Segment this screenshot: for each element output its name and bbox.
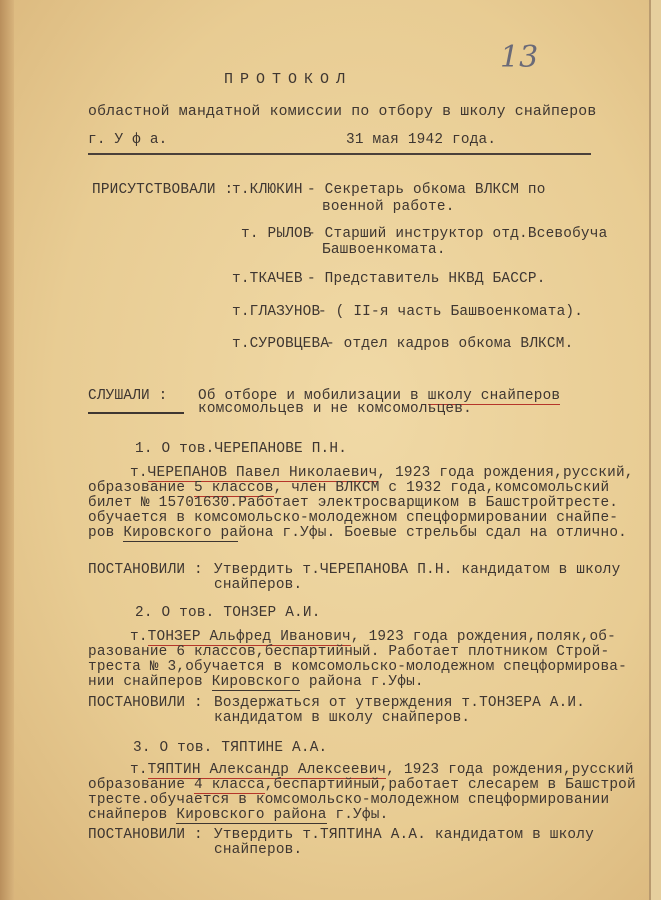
heard-text-part: Об отборе и мобилизации в: [198, 388, 428, 404]
underlined-text: 4 класса: [194, 777, 265, 793]
heard-text: комсомольцев и не комсомольцев.: [198, 401, 472, 417]
candidate-text: [88, 675, 424, 690]
document-title: ПРОТОКОЛ: [224, 71, 353, 88]
underlined-text: 5 классов: [194, 480, 274, 496]
decision-text: снайперов.: [214, 577, 303, 593]
underlined-text: ТЯПТИН Александр Алексеевич: [147, 762, 387, 778]
text: , 1923 года рождения,русский: [386, 762, 634, 778]
decision-text: кандидатом в школу снайперов.: [214, 710, 471, 726]
page-number-handwritten: 13: [500, 40, 539, 75]
member-role: - Старший инструктор отд.Всевобуча: [307, 226, 608, 242]
underlined-text: Кировского района: [176, 807, 327, 823]
candidate-text: [130, 630, 616, 645]
text: района г.Уфы.: [300, 674, 424, 690]
candidate-text: [130, 763, 634, 778]
candidate-text: билет № 15701630.Работает электросварщиком в Башстройтресте.: [88, 495, 619, 511]
text: образование: [88, 480, 195, 496]
text: нии снайперов: [88, 674, 212, 690]
member-name: т.ГЛАЗУНОВ: [232, 304, 321, 320]
text: снайперов: [88, 807, 177, 823]
date: 31 мая 1942 года.: [346, 132, 497, 148]
candidate-heading: 1. О тов.ЧЕРЕПАНОВЕ П.Н.: [135, 441, 348, 457]
candidate-text: [88, 481, 609, 496]
text: , 1923 года рождения,русский,: [377, 465, 634, 481]
candidate-text: разование 6 классов,беспартийный. Работает плотником Строй-: [88, 644, 610, 660]
present-label: ПРИСУТСТВОВАЛИ :: [92, 182, 234, 198]
text: т.: [130, 465, 148, 481]
member-name: т.КЛЮКИН: [232, 182, 303, 198]
candidate-text: [88, 526, 627, 541]
candidate-heading: 3. О тов. ТЯПТИНЕ А.А.: [133, 740, 328, 756]
member-role: - Секретарь обкома ВЛКСМ по: [307, 182, 546, 198]
candidate-heading: 2. О тов. ТОНЗЕР А.И.: [135, 605, 321, 621]
header-rule: [88, 153, 591, 155]
underlined-text: Кировского: [211, 674, 301, 690]
underlined-text: школу снайперов: [427, 388, 561, 404]
page-binding: [0, 0, 14, 900]
next-page-edge: [651, 0, 661, 900]
underlined-text: Кировского ра: [123, 525, 239, 541]
member-role: - Представитель НКВД БАССР.: [307, 271, 546, 287]
candidate-text: обучается в комсомольско-молодежном спецформировании снайпе-: [88, 510, 619, 526]
member-role: Башвоенкомата.: [322, 242, 446, 258]
text: т.: [130, 629, 148, 645]
underlined-text: ЧЕРЕПАНОВ Павел Николаевич: [147, 465, 378, 481]
text: ров: [88, 525, 124, 541]
member-role: - отдел кадров обкома ВЛКСМ.: [326, 336, 574, 352]
decision-label: ПОСТАНОВИЛИ :: [88, 827, 203, 843]
decision-label: ПОСТАНОВИЛИ :: [88, 562, 203, 578]
decision-text: Утвердить т.ЧЕРЕПАНОВА П.Н. кандидатом в школу: [214, 562, 621, 578]
candidate-text: [88, 778, 636, 793]
candidate-text: [130, 466, 634, 481]
document-subtitle: областной мандатной комиссии по отбору в школу снайперов: [88, 104, 597, 120]
candidate-text: тресте.обучается в комсомольско-молодежном спецформировании: [88, 792, 610, 808]
heard-label: СЛУШАЛИ :: [88, 388, 168, 404]
member-role: военной работе.: [322, 199, 455, 215]
decision-label: ПОСТАНОВИЛИ :: [88, 695, 203, 711]
text: , член ВЛКСМ с 1932 года,комсомольский: [273, 480, 610, 496]
text: ,беспартийный,работает слесарем в Башстрой: [264, 777, 636, 793]
text: образование: [88, 777, 195, 793]
text: г.Уфы.: [326, 807, 389, 823]
decision-text: снайперов.: [214, 842, 303, 858]
heard-underline: [88, 412, 184, 414]
member-name: т. РЫЛОВ: [241, 226, 312, 242]
city: г. У ф а.: [88, 132, 168, 148]
member-name: т.ТКАЧЕВ: [232, 271, 303, 287]
text: , 1923 года рождения,поляк,об-: [350, 629, 616, 645]
member-name: т.СУРОВЦЕВА: [232, 336, 330, 352]
decision-text: Утвердить т.ТЯПТИНА А.А. кандидатом в школу: [214, 827, 594, 843]
underlined-text: ТОНЗЕР Альфред Иванович: [147, 629, 351, 645]
candidate-text: треста № 3,обучается в комсомольско-молодежном спецформирова-: [88, 659, 627, 675]
text: йона г.Уфы. Боевые стрельбы сдал на отлично.: [238, 525, 627, 541]
candidate-text: [88, 808, 388, 823]
decision-text: Воздержаться от утверждения т.ТОНЗЕРА А.И.: [214, 695, 586, 711]
member-role: - ( II-я часть Башвоенкомата).: [318, 304, 584, 320]
text: т.: [130, 762, 148, 778]
